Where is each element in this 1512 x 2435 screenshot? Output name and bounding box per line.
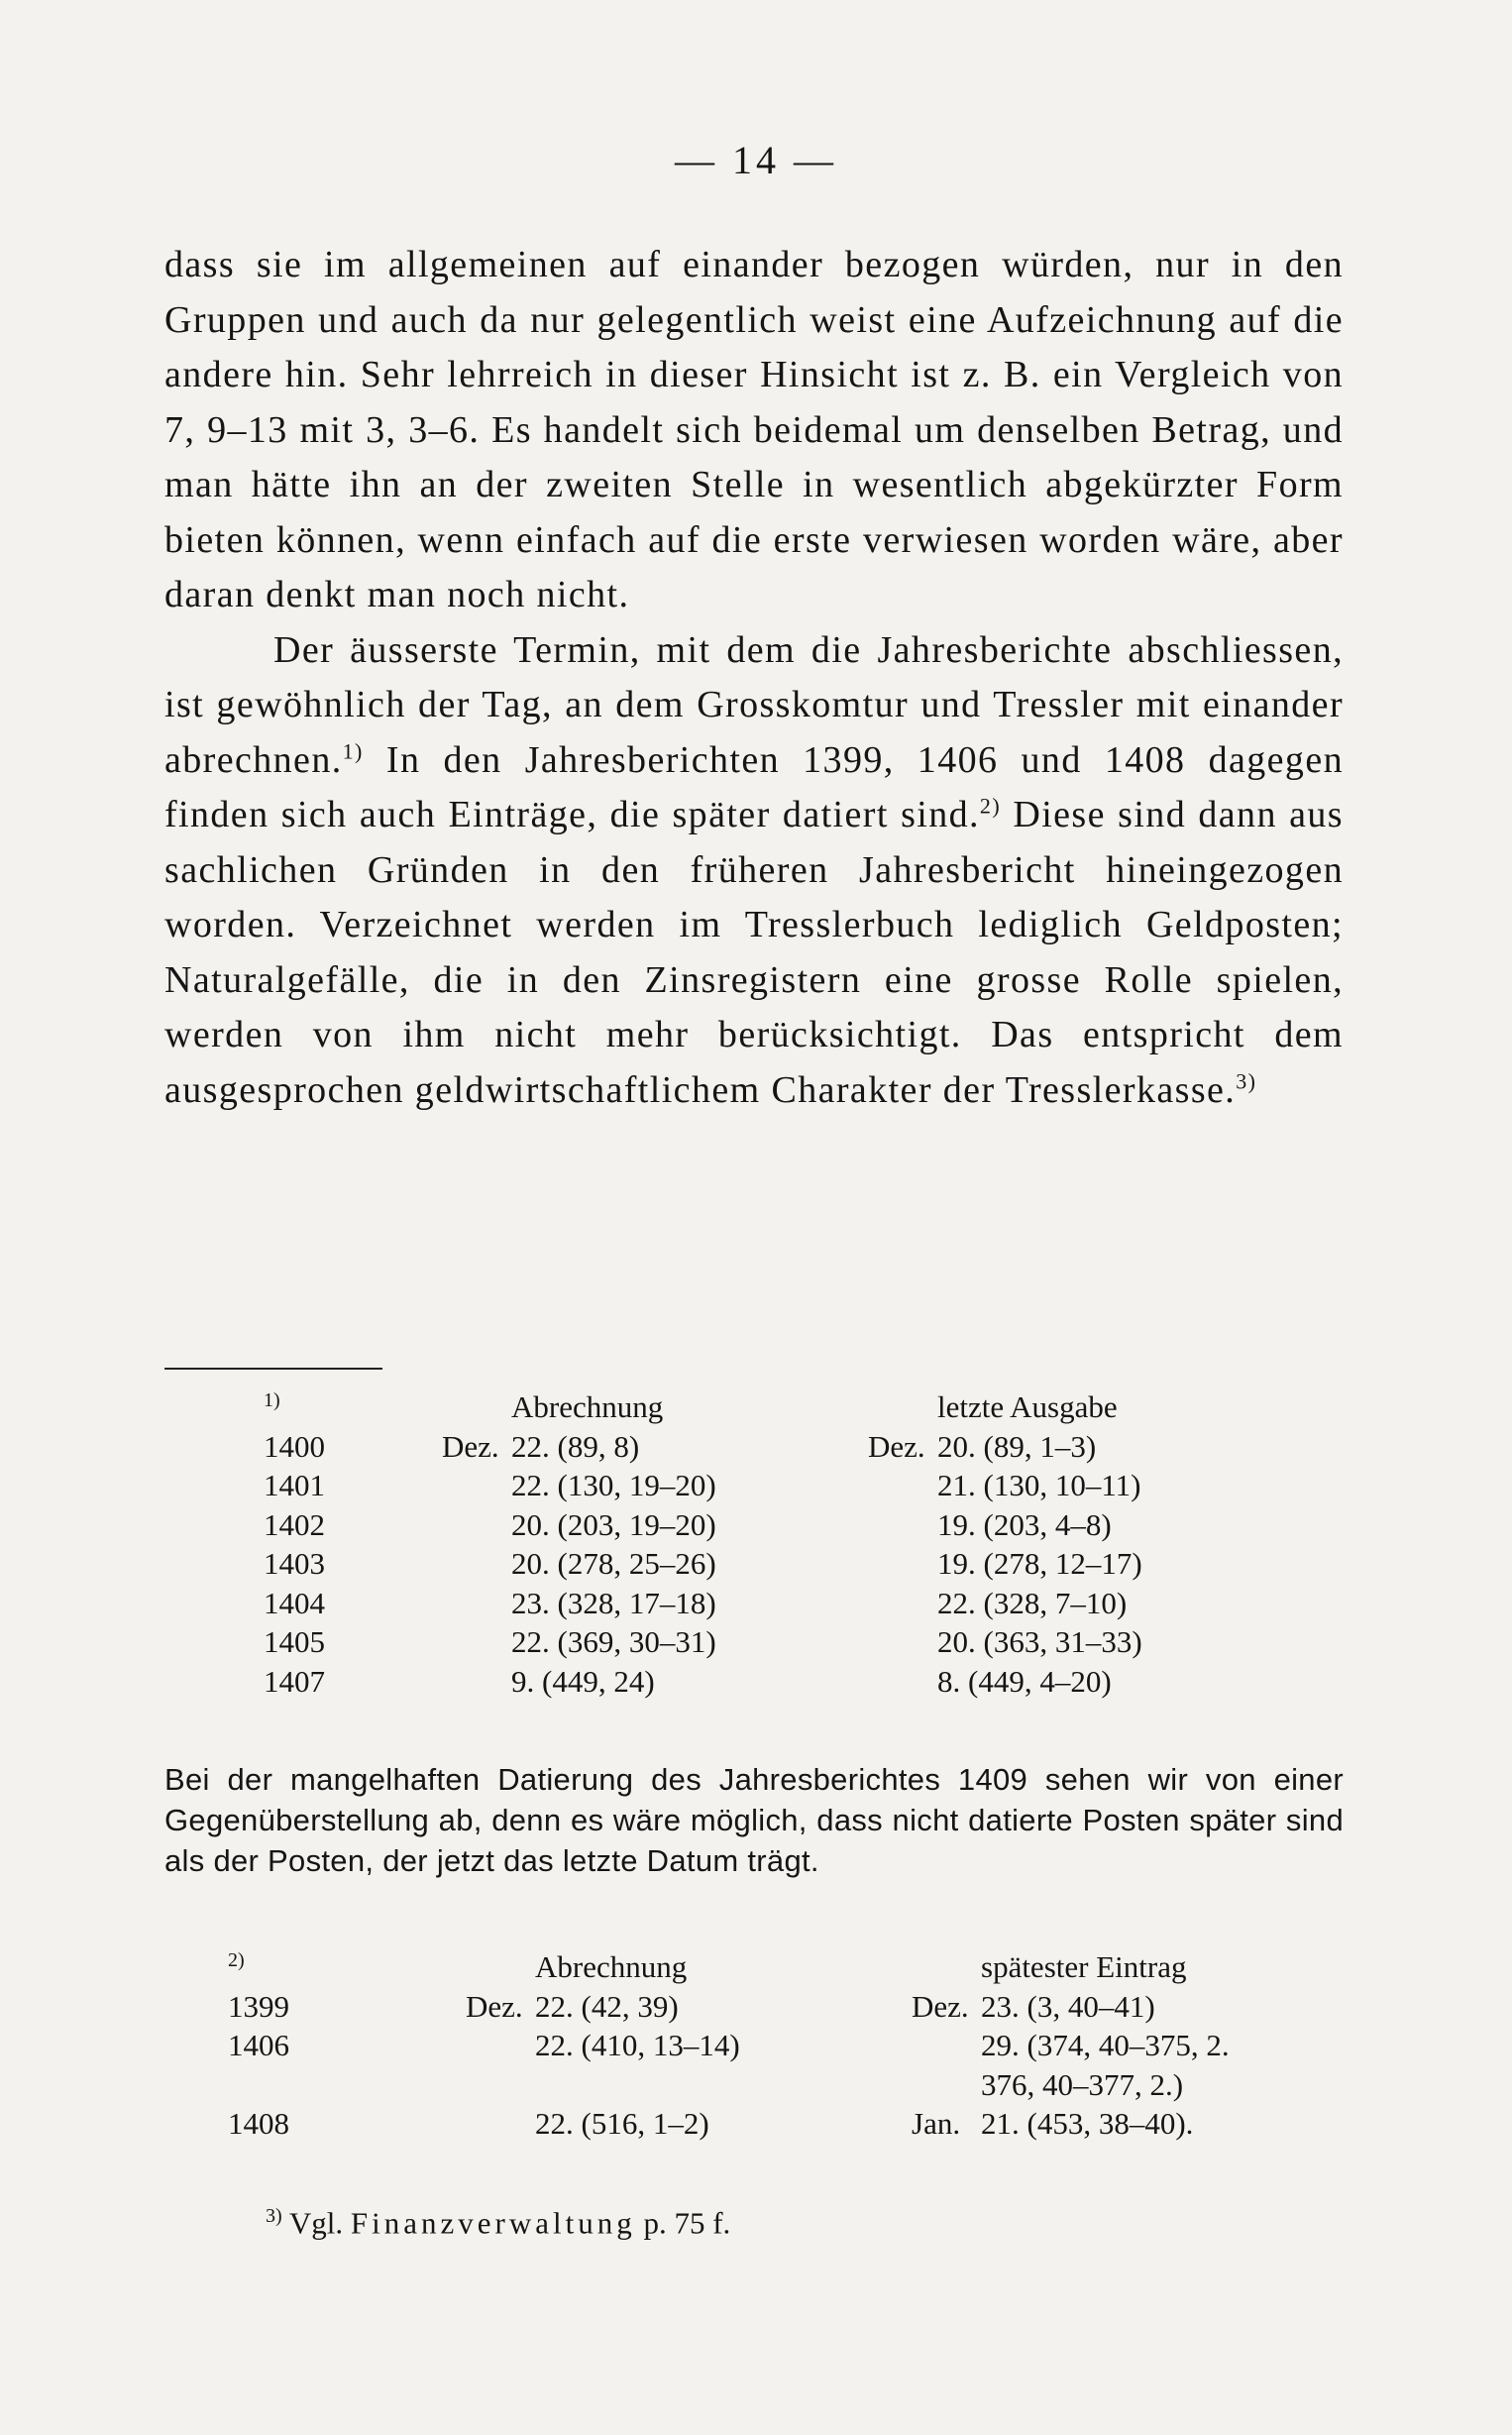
footnote-3-text-b: p. 75 f. xyxy=(635,2205,731,2241)
table-row xyxy=(228,2028,1318,2067)
paragraph-2-part-a: Der äusserste Termin, mit dem die Jahresberichte abschliessen, ist gewöhnlich der Tag, an dem Grosskomtur und Tressler mit einander abrechnen. xyxy=(164,628,1344,781)
footnote-3-title: Finanzverwaltung xyxy=(350,2205,636,2241)
table-cell-year: 1402 xyxy=(264,1506,325,1542)
table-cell-ausgabe: 22. (328, 7–10) xyxy=(937,1585,1128,1620)
table-cell-abr-prefix xyxy=(442,1624,511,1664)
paragraph-1: dass sie im allgemeinen auf einander bezogen würden, nur in den Gruppen und auch da nur gelegentlich weist eine Aufzeichnung auf die andere hin. Sehr lehrreich in dieser Hinsicht ist z. B. ein Vergleich von 7, 9–13 mit 3, 3–6. Es handelt sich beidemal um denselben Betrag, und man hätte ihn an der zweiten Stelle in wesentlich abgekürzter Form bieten können, wenn einfach auf die erste verwiesen worden wäre, aber daran denkt man noch nicht. xyxy=(164,244,1344,615)
table-cell-year xyxy=(228,2067,466,2107)
table-cell-abr-prefix xyxy=(442,1664,511,1704)
table-cell-ausgabe: 21. (130, 10–11) xyxy=(937,1468,1141,1502)
table-cell-aus-prefix xyxy=(868,1507,937,1547)
table-cell-abr-prefix xyxy=(466,2067,535,2107)
footnote-2-marker: 2) xyxy=(228,1949,245,1971)
table-cell-abrechnung: 22. (516, 1–2) xyxy=(535,2106,709,2141)
table-cell-year: 1408 xyxy=(228,2106,289,2141)
table-cell-aus-prefix xyxy=(868,1586,937,1625)
paragraph-2-part-c: Diese sind dann aus sachlichen Gründen in den früheren Jahresbericht hineingezogen worden. Verzeichnet werden im Tresslerbuch lediglich Geldposten; Naturalgefälle, die in den Zinsregistern eine grosse Rolle spielen, werden von ihm nicht mehr berücksichtigt. Das entspricht dem ausgesprochen geldwirtschaftlichem Charakter der Tresslerkasse. xyxy=(164,794,1345,1111)
table-cell-abrechnung: 9. (449, 24) xyxy=(511,1663,655,1699)
table-cell-abr-prefix: Dez. xyxy=(466,1988,523,2024)
footnote-3-marker: 3) xyxy=(266,2205,282,2227)
footnote-3-text-a: Vgl. xyxy=(288,2205,351,2241)
table-cell-abrechnung: 22. (130, 19–20) xyxy=(511,1468,716,1502)
table-cell-eintrag: 376, 40–377, 2.) xyxy=(981,2066,1184,2102)
table-cell-year: 1401 xyxy=(264,1468,325,1502)
table-cell-abr-prefix xyxy=(442,1546,511,1586)
table-row xyxy=(228,1989,1318,2029)
table-cell-ausgabe: 20. (363, 31–33) xyxy=(937,1624,1142,1659)
table-row xyxy=(264,1586,1304,1625)
table-cell-eintrag: 23. (3, 40–41) xyxy=(981,1988,1155,2024)
footnote-2-header xyxy=(228,1949,1318,1989)
table-cell-abr-prefix xyxy=(442,1468,511,1507)
footnote-1-col-abrechnung: Abrechnung xyxy=(511,1389,664,1425)
footnote-ref-2: 2) xyxy=(979,793,1002,819)
table-cell-ausgabe: 8. (449, 4–20) xyxy=(937,1663,1112,1699)
table-cell-abrechnung: 20. (203, 19–20) xyxy=(511,1506,716,1542)
table-cell-abr-prefix xyxy=(442,1507,511,1547)
footnote-2-table xyxy=(228,1949,1318,2146)
footnote-2-col-abrechnung: Abrechnung xyxy=(535,1949,688,1985)
table-cell-eintrag: 21. (453, 38–40). xyxy=(981,2106,1194,2141)
table-cell-aus-prefix: Dez. xyxy=(868,1428,925,1464)
table-cell-abrechnung: 22. (410, 13–14) xyxy=(535,2028,740,2062)
table-cell-abrechnung xyxy=(535,2067,912,2107)
footnote-1-header xyxy=(264,1389,1304,1429)
table-cell-ein-prefix: Dez. xyxy=(912,1988,969,2024)
footnote-1-marker: 1) xyxy=(264,1389,280,1411)
table-cell-aus-prefix xyxy=(868,1624,937,1664)
table-cell-year: 1399 xyxy=(228,1988,289,2024)
table-row xyxy=(228,2067,1318,2107)
table-cell-abr-prefix xyxy=(466,2106,535,2146)
footnote-ref-3: 3) xyxy=(1236,1067,1257,1093)
footnote-1-note: Bei der mangelhaften Datierung des Jahresberichtes 1409 sehen wir von einer Gegenüberstellung ab, denn es wäre möglich, dass nicht datierte Posten später sind als der Posten, der jetzt das letzte Datum trägt. xyxy=(164,1762,1344,1878)
table-cell-year: 1403 xyxy=(264,1546,325,1581)
table-row xyxy=(264,1429,1304,1469)
table-cell-abr-prefix: Dez. xyxy=(442,1428,499,1464)
table-cell-abrechnung: 22. (89, 8) xyxy=(511,1428,640,1464)
table-cell-year: 1407 xyxy=(264,1663,325,1699)
table-cell-ausgabe: 19. (278, 12–17) xyxy=(937,1546,1142,1581)
table-cell-abrechnung: 20. (278, 25–26) xyxy=(511,1546,716,1581)
page-number: — 14 — xyxy=(675,138,837,182)
table-row xyxy=(228,2106,1318,2146)
table-cell-abrechnung: 22. (369, 30–31) xyxy=(511,1624,716,1659)
main-text xyxy=(164,238,1344,1118)
table-cell-year: 1404 xyxy=(264,1585,325,1620)
table-cell-year: 1405 xyxy=(264,1624,325,1659)
table-cell-aus-prefix xyxy=(868,1468,937,1507)
footnote-1-table xyxy=(264,1389,1304,1703)
footnote-divider xyxy=(164,1368,382,1370)
paragraph-2 xyxy=(164,623,1344,1119)
table-cell-abrechnung: 22. (42, 39) xyxy=(535,1988,679,2024)
paragraph-2-part-b: In den Jahresberichten 1399, 1406 und 1408 dagegen finden sich auch Einträge, die später datiert sind. xyxy=(164,738,1344,835)
table-cell-eintrag: 29. (374, 40–375, 2. xyxy=(981,2028,1230,2062)
table-cell-year: 1406 xyxy=(228,2028,289,2062)
table-row xyxy=(264,1546,1304,1586)
footnote-3 xyxy=(266,2205,730,2241)
table-cell-abrechnung: 23. (328, 17–18) xyxy=(511,1585,716,1620)
table-row xyxy=(264,1664,1304,1704)
table-cell-ein-prefix: Jan. xyxy=(912,2106,961,2141)
table-cell-year: 1400 xyxy=(264,1428,325,1464)
footnote-1-col-ausgabe: letzte Ausgabe xyxy=(937,1389,1118,1425)
table-cell-ein-prefix xyxy=(912,2067,981,2107)
footnote-ref-1: 1) xyxy=(342,737,364,763)
table-cell-aus-prefix xyxy=(868,1546,937,1586)
table-cell-abr-prefix xyxy=(442,1586,511,1625)
table-row xyxy=(264,1468,1304,1507)
table-cell-ausgabe: 20. (89, 1–3) xyxy=(937,1428,1097,1464)
table-row xyxy=(264,1624,1304,1664)
table-cell-aus-prefix xyxy=(868,1664,937,1704)
table-cell-abr-prefix xyxy=(466,2028,535,2067)
table-row xyxy=(264,1507,1304,1547)
footnote-2-col-eintrag: spätester Eintrag xyxy=(981,1949,1187,1985)
table-cell-ausgabe: 19. (203, 4–8) xyxy=(937,1506,1112,1542)
table-cell-ein-prefix xyxy=(912,2028,981,2067)
